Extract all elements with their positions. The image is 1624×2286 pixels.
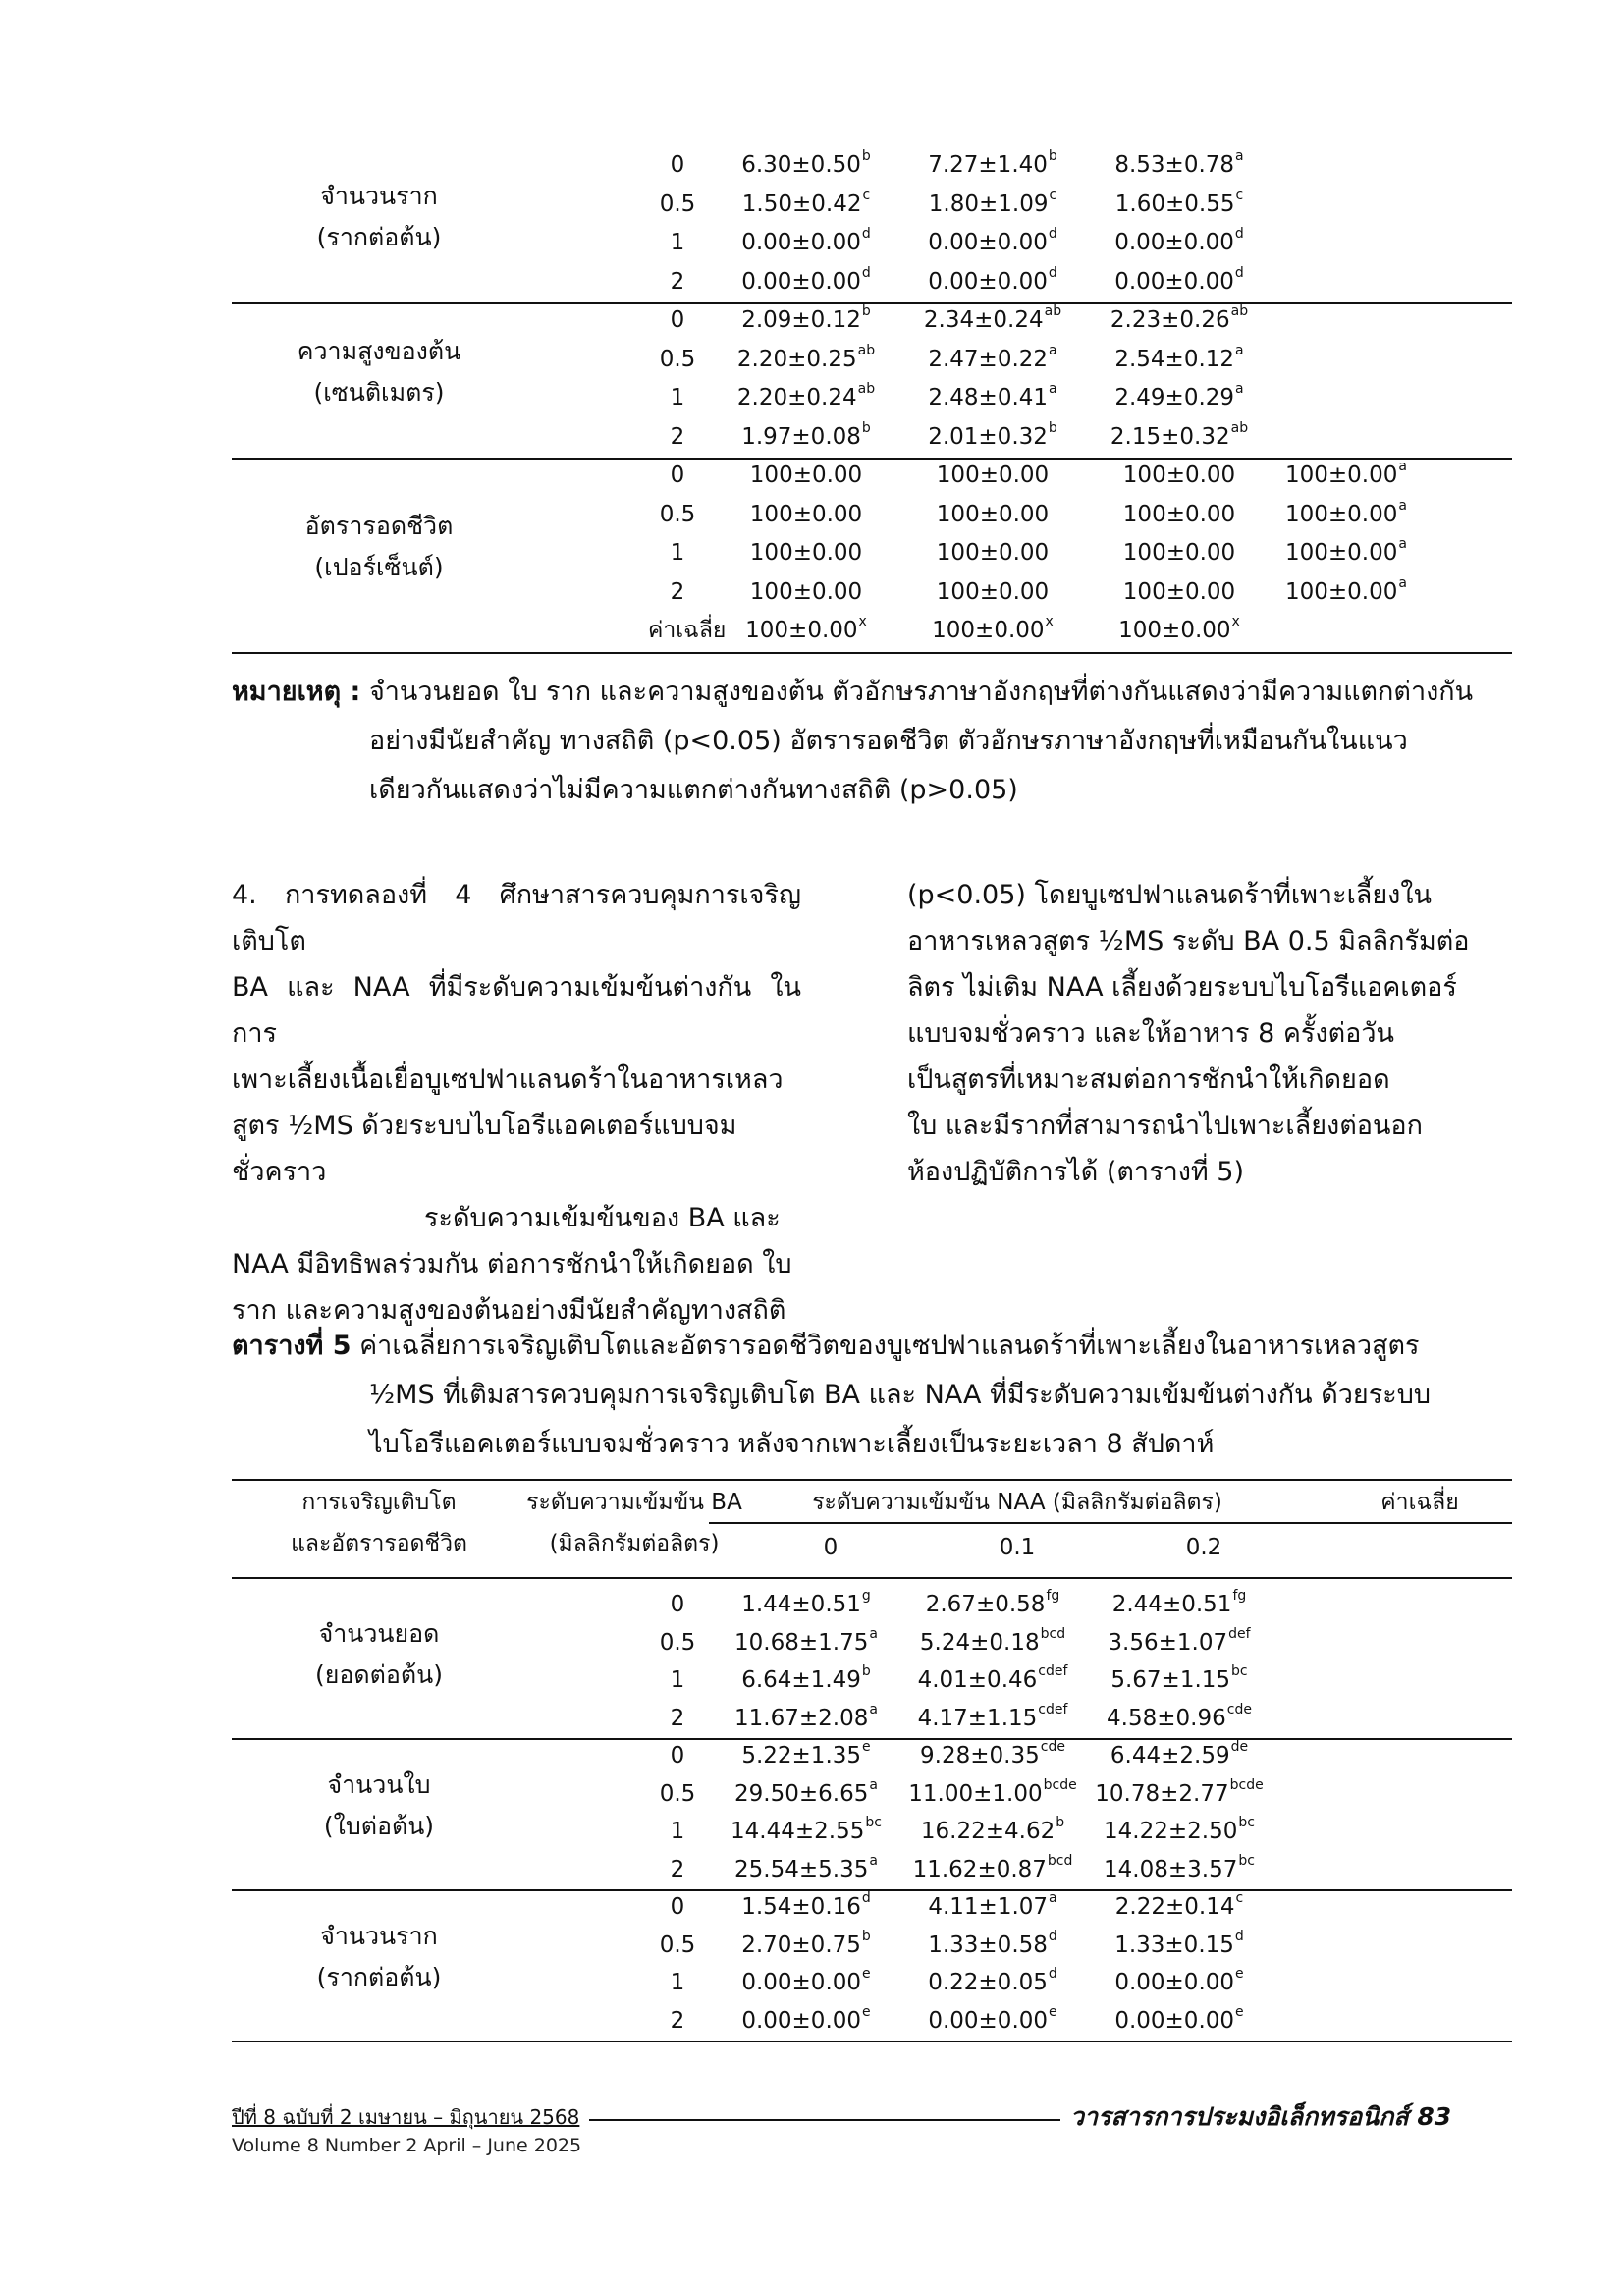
data-cell: 1.60±0.55$^c$ xyxy=(1114,187,1244,217)
header-naa-title: ระดับความเข้มข้น NAA (มิลลิกรัมต่อลิตร) xyxy=(812,1490,1222,1515)
group-label-line2: (ใบต่อต้น) xyxy=(323,1812,435,1840)
significance-letter: bc xyxy=(865,1815,882,1830)
data-cell: 6.44±2.59de xyxy=(1110,1739,1249,1769)
significance-letter: ab xyxy=(857,342,876,358)
group-label xyxy=(232,1613,526,1696)
significance-letter: de xyxy=(1230,1739,1249,1755)
data-cell: 2.09±0.12$^b$ xyxy=(741,303,871,333)
data-cell: $10.78\pm 2.77^{bcde}$ xyxy=(1095,1776,1264,1807)
significance-letter: ab xyxy=(857,381,876,397)
significance-letter: a xyxy=(1235,381,1244,397)
significance-letter: b xyxy=(861,419,871,436)
group-label xyxy=(232,176,526,258)
data-cell: 1.33±0.15$^d$ xyxy=(1114,1928,1244,1958)
data-cell: 9.28±0.35$^{cde}$ xyxy=(920,1739,1065,1769)
ba-level: 1 xyxy=(670,540,685,566)
header-ba-l2: (มิลลิกรัมต่อลิตร) xyxy=(549,1531,720,1556)
data-cell: 2.67±0.58$^{fg}$ xyxy=(925,1588,1060,1617)
right-line: ใบ และมีรากที่สามารถนำไปเพาะเลี้ยงต่อนอก xyxy=(907,1111,1423,1141)
significance-letter: a xyxy=(1235,342,1244,358)
data-cell: 100±0.00 xyxy=(936,463,1050,488)
data-cell: 0.00±0.00$^d$ xyxy=(741,226,871,255)
group-label-line1: จำนวนใบ xyxy=(327,1770,431,1799)
header-growth-l2: และอัตรารอดชีวิต xyxy=(291,1531,467,1556)
header-mean: ค่าเฉลี่ย xyxy=(1380,1490,1459,1515)
data-cell: 0.00±0.00$^d$ xyxy=(1114,226,1244,255)
note-line-3: เดียวกันแสดงว่าไม่มีความแตกต่างกันทางสถิติ (p>0.05) xyxy=(369,775,1018,805)
significance-letter: a xyxy=(869,1776,878,1793)
data-cell: $100\pm 0.00^x$ xyxy=(745,614,867,643)
significance-letter: d xyxy=(1048,1928,1057,1944)
data-cell: 2.47±0.22$^a$ xyxy=(928,342,1057,372)
data-cell: 16.22±4.62$^b$ xyxy=(920,1815,1065,1844)
significance-letter: e xyxy=(1235,2003,1244,2020)
data-cell: 2.70±0.75$^b$ xyxy=(741,1928,871,1958)
group-label-line2: (รากต่อต้น) xyxy=(316,223,442,251)
data-cell: 1.50±0.42$^c$ xyxy=(741,187,871,217)
group-rule xyxy=(232,2041,1512,2042)
significance-letter: cdef xyxy=(1038,1663,1068,1679)
data-cell: 0.00±0.00$^e$ xyxy=(1114,1966,1244,1995)
ba-level: 1 xyxy=(670,230,685,255)
data-cell: $4.17\pm 1.15^{cdef}$ xyxy=(917,1701,1068,1731)
significance-letter: a xyxy=(1049,342,1057,358)
data-cell: $11.00\pm 1.00^{bcde}$ xyxy=(908,1776,1077,1807)
right-line: (p<0.05) โดยบูเซปฟาแลนดร้าที่เพาะเลี้ยงใน xyxy=(907,880,1433,910)
data-cell: 7.27±1.40$^b$ xyxy=(928,148,1057,178)
significance-letter: ab xyxy=(1230,419,1249,436)
footer-issue-en: Volume 8 Number 2 April – June 2025 xyxy=(232,2135,582,2156)
data-cell: 2.54±0.12$^a$ xyxy=(1114,342,1244,372)
data-cell: 29.50±6.65$^a$ xyxy=(734,1776,878,1807)
ba-level: 2 xyxy=(670,1856,685,1882)
data-cell: 0.00±0.00$^e$ xyxy=(1114,2003,1244,2034)
right-line: แบบจมชั่วคราว และให้อาหาร 8 ครั้งต่อวัน xyxy=(907,1018,1394,1049)
data-cell: 11.62±0.87$^{bcd}$ xyxy=(912,1852,1073,1882)
significance-letter: bcde xyxy=(1043,1776,1077,1793)
ba-level: 1 xyxy=(670,1819,685,1844)
significance-letter: fg xyxy=(1232,1588,1247,1604)
data-cell: 14.08±3.57$^{bc}$ xyxy=(1104,1852,1255,1882)
significance-letter: a xyxy=(1049,1890,1057,1906)
significance-letter: a xyxy=(869,1701,878,1717)
left-line: 4. การทดลองที่ 4 ศึกษาสารควบคุมการเจริญเติบโต xyxy=(232,880,801,956)
data-cell: 100±0.00 xyxy=(936,578,1050,605)
data-cell: 4.11±1.07$^a$ xyxy=(928,1890,1057,1920)
ba-level: 2 xyxy=(670,268,685,295)
significance-letter: a xyxy=(1398,574,1407,591)
footer-journal: วารสารการประมงอิเล็กทรอนิกส์ 83 xyxy=(1070,2102,1452,2131)
data-cell: 100±0.00 xyxy=(749,463,863,488)
data-cell: 14.22±2.50$^{bc}$ xyxy=(1104,1815,1255,1844)
data-cell: 100±0.00 xyxy=(1122,540,1236,566)
significance-letter: d xyxy=(1234,264,1244,281)
data-cell: 100±0.00 xyxy=(749,578,863,605)
data-cell: 0.00±0.00$^d$ xyxy=(928,264,1057,295)
ba-level: 1 xyxy=(670,1667,685,1693)
data-cell: 0.00±0.00$^e$ xyxy=(928,2003,1057,2034)
significance-letter: b xyxy=(1048,148,1057,164)
data-cell: 1.33±0.58$^d$ xyxy=(928,1928,1057,1958)
data-cell: 10.68±1.75$^a$ xyxy=(734,1625,878,1656)
left-line: BA และ NAA ที่มีระดับความเข้มข้นต่างกัน ในการ xyxy=(232,972,801,1049)
naa-subheader-rule xyxy=(709,1522,1512,1524)
note-label: หมายเหตุ : xyxy=(232,677,361,707)
significance-letter: d xyxy=(1234,226,1244,242)
significance-letter: fg xyxy=(1046,1588,1060,1604)
data-cell: $100\pm 0.00^x$ xyxy=(932,614,1054,643)
header-ba-l1: ระดับความเข้มข้น BA xyxy=(526,1490,742,1515)
significance-letter: e xyxy=(862,2003,871,2020)
ba-level: 2 xyxy=(670,2007,685,2034)
significance-letter: bc xyxy=(1238,1852,1255,1869)
significance-letter: b xyxy=(1056,1815,1065,1830)
data-cell: 11.67±2.08$^a$ xyxy=(734,1701,878,1731)
right-line: เป็นสูตรที่เหมาะสมต่อการชักนำให้เกิดยอด xyxy=(907,1064,1390,1095)
significance-letter: c xyxy=(1235,1890,1244,1906)
significance-letter: b xyxy=(861,148,871,164)
data-cell: 2.22±0.14$^c$ xyxy=(1114,1890,1244,1920)
significance-letter: bcde xyxy=(1229,1776,1264,1793)
data-cell: 6.64±1.49$^b$ xyxy=(741,1663,871,1693)
significance-letter: def xyxy=(1228,1625,1251,1642)
data-cell: 100±0.00$^a$ xyxy=(1285,536,1407,566)
significance-letter: x xyxy=(858,614,867,629)
significance-letter: cdef xyxy=(1038,1701,1068,1717)
right-line: ห้องปฏิบัติการได้ (ตารางที่ 5) xyxy=(907,1157,1245,1187)
right-line: ลิตร ไม่เติม NAA เลี้ยงด้วยระบบไบโอรีแอคเตอร์ xyxy=(907,972,1457,1003)
footer-rule xyxy=(589,2119,1060,2121)
significance-letter: d xyxy=(861,226,871,242)
group-label-line2: (เปอร์เซ็นต์) xyxy=(314,552,444,581)
group-label xyxy=(232,1765,526,1847)
ba-level: 0 xyxy=(670,307,685,333)
data-cell: 1.97±0.08$^b$ xyxy=(741,419,871,450)
group-label-line2: (เซนติเมตร) xyxy=(313,378,445,407)
group-label-line1: จำนวนยอด xyxy=(318,1619,440,1648)
header-naa-0.2: 0.2 xyxy=(1185,1535,1222,1560)
data-cell: 5.22±1.35$^e$ xyxy=(741,1739,871,1769)
table-note xyxy=(232,668,1508,815)
data-cell: 0.00±0.00$^d$ xyxy=(928,226,1057,255)
ba-level: 0 xyxy=(670,463,685,488)
group-label-line2: (รากต่อต้น) xyxy=(316,1963,442,1991)
group-label-line2: (ยอดต่อต้น) xyxy=(315,1660,443,1689)
data-cell: 6.30±0.50$^b$ xyxy=(741,148,871,178)
data-cell: 100±0.00 xyxy=(936,540,1050,566)
data-cell: 1.80±1.09$^c$ xyxy=(928,187,1057,217)
header-naa-0.1: 0.1 xyxy=(999,1535,1036,1560)
group-label xyxy=(232,331,526,413)
group-label-line1: อัตรารอดชีวิต xyxy=(304,511,454,540)
note-line-1: จำนวนยอด ใบ ราก และความสูงของต้น ตัวอักษรภาษาอังกฤษที่ต่างกันแสดงว่ามีความแตกต่างกัน xyxy=(368,677,1474,707)
significance-letter: d xyxy=(1048,1966,1057,1982)
footer-issue-th: ปีที่ 8 ฉบับที่ 2 เมษายน – มิถุนายน 2568 xyxy=(232,2105,580,2129)
data-cell: 14.44±2.55$^{bc}$ xyxy=(731,1815,882,1844)
table-4-continuation xyxy=(232,145,1512,656)
significance-letter: d xyxy=(1048,264,1057,281)
data-cell: 2.34±0.24$^{ab}$ xyxy=(923,303,1062,333)
significance-letter: a xyxy=(1049,381,1057,397)
ba-level: 2 xyxy=(670,423,685,450)
caption-line-1: ค่าเฉลี่ยการเจริญเติบโตและอัตรารอดชีวิตของบูเซปฟาแลนดร้าที่เพาะเลี้ยงในอาหารเหลวสูตร xyxy=(359,1331,1420,1361)
ba-level: 0.5 xyxy=(659,501,696,527)
significance-letter: a xyxy=(1398,536,1407,552)
significance-letter: d xyxy=(861,1890,871,1906)
left-line: เพาะเลี้ยงเนื้อเยื่อบูเซปฟาแลนดร้าในอาหารเหลว xyxy=(232,1064,784,1095)
significance-letter: a xyxy=(869,1625,878,1642)
data-cell: 2.44±0.51$^{fg}$ xyxy=(1111,1588,1247,1617)
data-cell: 0.00±0.00$^e$ xyxy=(741,2003,871,2034)
data-cell: 100±0.00 xyxy=(1122,463,1236,488)
group-rule xyxy=(232,652,1512,654)
significance-letter: x xyxy=(1231,614,1240,629)
ba-level: 0 xyxy=(670,1592,685,1617)
header-growth-l1: การเจริญเติบโต xyxy=(301,1490,457,1515)
group-label-line1: จำนวนราก xyxy=(320,182,438,210)
left-line: ราก และความสูงของต้นอย่างมีนัยสำคัญทางสถิติ xyxy=(232,1295,786,1326)
data-cell: 2.01±0.32$^b$ xyxy=(928,419,1057,450)
left-line: ระดับความเข้มข้นของ BA และ xyxy=(424,1203,781,1233)
data-cell: 2.15±0.32$^{ab}$ xyxy=(1110,419,1249,450)
data-cell: 0.00±0.00$^d$ xyxy=(741,264,871,295)
group-label-line1: ความสูงของต้น xyxy=(297,337,461,365)
ba-level: 0.5 xyxy=(659,190,696,217)
data-cell: 4.58±0.96$^{cde}$ xyxy=(1107,1701,1252,1731)
ba-level: 1 xyxy=(670,1970,685,1995)
data-cell: 1.44±0.51$^g$ xyxy=(741,1588,871,1617)
significance-letter: b xyxy=(1048,419,1057,436)
data-cell: 2.49±0.29$^a$ xyxy=(1114,381,1244,410)
data-cell: 100±0.00 xyxy=(936,501,1050,527)
ba-level: 0 xyxy=(670,1894,685,1920)
significance-letter: x xyxy=(1045,614,1054,629)
significance-letter: a xyxy=(869,1852,878,1869)
caption-line-3: ไบโอรีแอคเตอร์แบบจมชั่วคราว หลังจากเพาะเลี้ยงเป็นระยะเวลา 8 สัปดาห์ xyxy=(369,1429,1215,1459)
table-5-top-rule xyxy=(232,1479,1512,1481)
ba-level: 0.5 xyxy=(659,1932,696,1958)
data-cell: 0.22±0.05$^d$ xyxy=(928,1966,1057,1995)
note-line-2: อย่างมีนัยสำคัญ ทางสถิติ (p<0.05) อัตรารอดชีวิต ตัวอักษรภาษาอังกฤษที่เหมือนกันในแนว xyxy=(369,726,1408,756)
data-cell: $4.01\pm 0.46^{cdef}$ xyxy=(917,1663,1068,1693)
significance-letter: a xyxy=(1398,459,1407,474)
ba-level: 0.5 xyxy=(659,1780,696,1807)
table-5 xyxy=(232,1467,1512,2056)
left-line: NAA มีอิทธิพลร่วมกัน ต่อการชักนำให้เกิดยอด ใบ xyxy=(232,1249,792,1279)
significance-letter: b xyxy=(861,1663,871,1679)
data-cell: 5.67±1.15$^{bc}$ xyxy=(1110,1663,1248,1693)
significance-letter: a xyxy=(1398,497,1407,514)
significance-letter: b xyxy=(861,303,871,319)
data-cell: 2.48±0.41$^a$ xyxy=(928,381,1057,410)
significance-letter: cde xyxy=(1040,1739,1065,1755)
significance-letter: d xyxy=(1048,226,1057,242)
caption-label: ตารางที่ 5 xyxy=(232,1331,352,1361)
significance-letter: d xyxy=(861,264,871,281)
header-naa-0: 0 xyxy=(823,1535,839,1560)
data-cell: $100\pm 0.00^x$ xyxy=(1118,614,1240,643)
significance-letter: bc xyxy=(1238,1815,1255,1830)
data-cell: 100±0.00 xyxy=(1122,501,1236,527)
significance-letter: bc xyxy=(1231,1663,1248,1679)
significance-letter: bcd xyxy=(1047,1852,1073,1869)
group-label xyxy=(232,506,526,588)
ba-level: 2 xyxy=(670,1705,685,1731)
table-5-caption xyxy=(232,1322,1508,1469)
ba-level: ค่าเฉลี่ย xyxy=(648,618,727,643)
data-cell: 100±0.00$^a$ xyxy=(1285,574,1407,605)
data-cell: 8.53±0.78$^a$ xyxy=(1114,148,1244,178)
ba-level: 0 xyxy=(670,1743,685,1769)
data-cell: 100±0.00 xyxy=(749,501,863,527)
data-cell: 3.56±1.07$^{def}$ xyxy=(1108,1625,1251,1656)
ba-level: 2 xyxy=(670,578,685,605)
data-cell: 0.00±0.00$^e$ xyxy=(741,1966,871,1995)
data-cell: 2.20±0.24$^{ab}$ xyxy=(736,381,876,410)
group-label-line1: จำนวนราก xyxy=(320,1922,438,1950)
group-label xyxy=(232,1916,526,1998)
data-cell: 25.54±5.35$^a$ xyxy=(734,1852,878,1882)
data-cell: 0.00±0.00$^d$ xyxy=(1114,264,1244,295)
significance-letter: a xyxy=(1235,148,1244,164)
table-5-header-rule xyxy=(232,1577,1512,1579)
significance-letter: ab xyxy=(1044,303,1062,319)
data-cell: 5.24±0.18$^{bcd}$ xyxy=(919,1625,1066,1656)
right-line: อาหารเหลวสูตร ½MS ระดับ BA 0.5 มิลลิกรัมต่อ xyxy=(907,926,1470,956)
significance-letter: c xyxy=(862,187,871,203)
right-column-text xyxy=(907,872,1496,1195)
caption-line-2: ½MS ที่เติมสารควบคุมการเจริญเติบโต BA และ NAA ที่มีระดับความเข้มข้นต่างกัน ด้วยระบบ xyxy=(369,1380,1431,1410)
significance-letter: e xyxy=(862,1739,871,1755)
significance-letter: b xyxy=(861,1928,871,1944)
data-cell: 2.23±0.26$^{ab}$ xyxy=(1110,303,1249,333)
significance-letter: bcd xyxy=(1040,1625,1066,1642)
significance-letter: e xyxy=(862,1966,871,1982)
ba-level: 0.5 xyxy=(659,346,696,372)
left-column-text xyxy=(232,872,801,1334)
ba-level: 1 xyxy=(670,385,685,410)
significance-letter: c xyxy=(1235,187,1244,203)
ba-level: 0 xyxy=(670,152,685,178)
significance-letter: ab xyxy=(1230,303,1249,319)
left-line: ชั่วคราว xyxy=(232,1157,327,1187)
ba-level: 0.5 xyxy=(659,1629,696,1656)
significance-letter: e xyxy=(1049,2003,1057,2020)
significance-letter: g xyxy=(861,1588,871,1604)
data-cell: 2.20±0.25$^{ab}$ xyxy=(736,342,876,372)
significance-letter: cde xyxy=(1226,1701,1252,1717)
data-cell: 100±0.00$^a$ xyxy=(1285,459,1407,488)
data-cell: 1.54±0.16$^d$ xyxy=(741,1890,871,1920)
significance-letter: d xyxy=(1234,1928,1244,1944)
data-cell: 100±0.00 xyxy=(1122,578,1236,605)
significance-letter: e xyxy=(1235,1966,1244,1982)
significance-letter: c xyxy=(1049,187,1057,203)
data-cell: 100±0.00$^a$ xyxy=(1285,497,1407,527)
data-cell: 100±0.00 xyxy=(749,540,863,566)
left-line: สูตร ½MS ด้วยระบบไบโอรีแอคเตอร์แบบจม xyxy=(232,1111,737,1141)
